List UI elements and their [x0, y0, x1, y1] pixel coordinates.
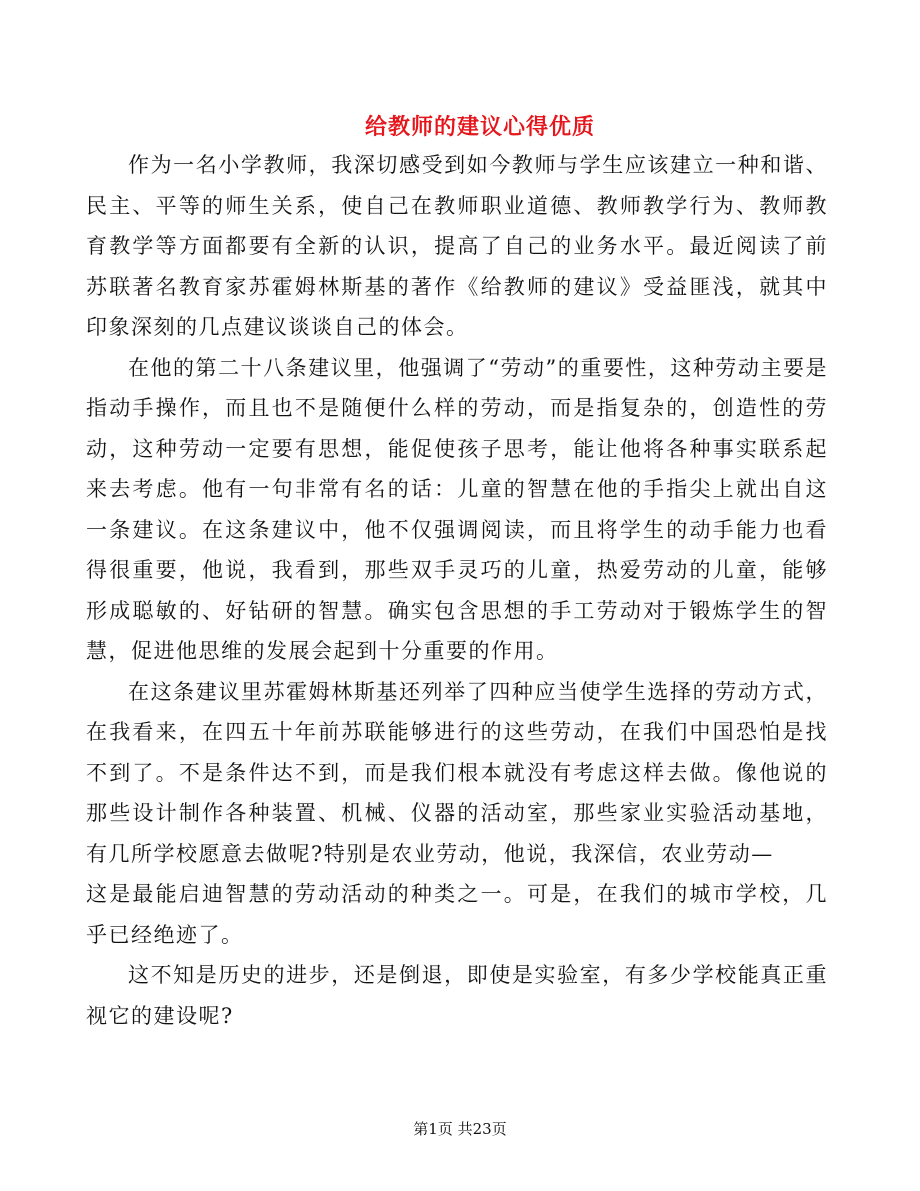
paragraph-1: 作为一名小学教师，我深切感受到如今教师与学生应该建立一种和谐、民主、平等的师生关系，使自己在教师职业道德、教师教学行为、教师教育教学等方面都要有全新的认识，提高了自己的业务水平。最近阅读了前苏联著名教育家苏霍姆林斯基的著作《给教师的建议》受益匪浅，就其中印象深刻的几点建议谈谈自己的体会。: [86, 153, 828, 339]
paragraph-3: 在这条建议里苏霍姆林斯基还列举了四种应当使学生选择的劳动方式，在我看来，在四五十年前苏联能够进行的这些劳动，在我们中国恐怕是找不到了。不是条件达不到，而是我们根本就没有考虑这样去做。像他说的那些设计制作各种装置、机械、仪器的活动室，那些家业实验活动基地，有几所学校愿意去做呢?特别是农业劳动，他说，我深信，农业劳动—: [86, 679, 828, 866]
paragraph-5: 这不知是历史的进步，还是倒退，即使是实验室，有多少学校能真正重视它的建设呢?: [86, 963, 828, 1028]
page-number-footer: 第1页 共23页: [413, 1120, 507, 1138]
document-body: [86, 145, 828, 1036]
paragraph-2: 在他的第二十八条建议里，他强调了“劳动”的重要性，这种劳动主要是指动手操作，而且也不是随便什么样的劳动，而是指复杂的，创造性的劳动，这种劳动一定要有思想，能促使孩子思考，能让他将各种事实联系起来去考虑。他有一句非常有名的话：儿童的智慧在他的手指尖上就出自这一条建议。在这条建议中，他不仅强调阅读，而且将学生的动手能力也看得很重要，他说，我看到，那些双手灵巧的儿童，热爱劳动的儿童，能够形成聪敏的、好钻研的智慧。确实包含思想的手工劳动对于锻炼学生的智慧，促进他思维的发展会起到十分重要的作用。: [86, 355, 828, 663]
page-title: 给教师的建议心得优质: [364, 114, 595, 140]
paragraph-4: 这是最能启迪智慧的劳动活动的种类之一。可是，在我们的城市学校，几乎已经绝迹了。: [86, 882, 828, 947]
